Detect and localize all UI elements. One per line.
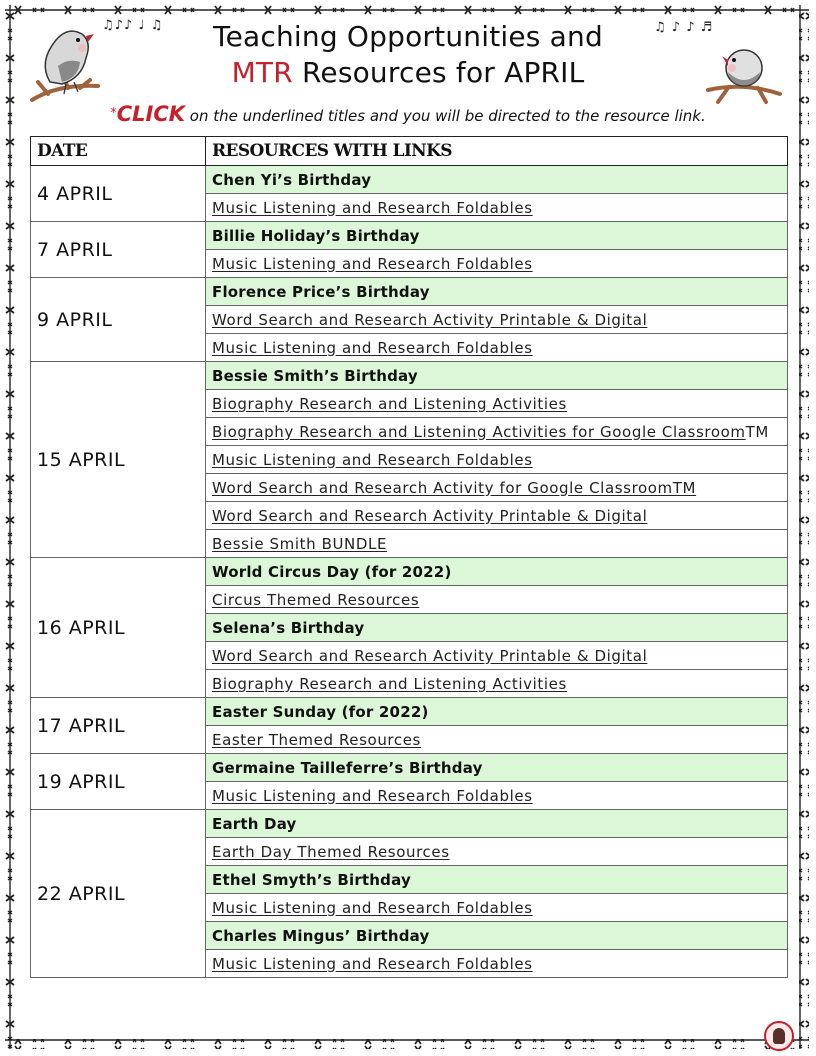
resource-link-cell[interactable] (206, 670, 788, 698)
table-row (31, 810, 788, 838)
resource-link[interactable]: Music Listening and Research Foldables (212, 338, 533, 357)
date-cell: 9 APRIL (31, 278, 206, 362)
resource-link-cell[interactable] (206, 642, 788, 670)
title-accent-mtr: MTR (231, 56, 293, 89)
resource-link[interactable]: Music Listening and Research Foldables (212, 954, 533, 973)
event-title: Chen Yi’s Birthday (206, 166, 788, 194)
asterisk: * (110, 106, 117, 121)
resource-link-cell[interactable] (206, 446, 788, 474)
event-title: Bessie Smith’s Birthday (206, 362, 788, 390)
resource-link[interactable]: Biography Research and Listening Activities (212, 394, 567, 413)
resource-link-cell[interactable] (206, 502, 788, 530)
resource-link-cell[interactable] (206, 950, 788, 978)
resource-link-cell[interactable] (206, 250, 788, 278)
resource-link[interactable]: Bessie Smith BUNDLE (212, 534, 388, 553)
resources-table (30, 136, 788, 978)
resource-link-cell[interactable] (206, 726, 788, 754)
table-header-row (31, 137, 788, 166)
music-notes-left: ♫♪♪ ♩ ♫ (102, 18, 164, 33)
title-line2-rest: Resources for APRIL (292, 56, 585, 89)
event-title: Earth Day (206, 810, 788, 838)
resource-link[interactable]: Music Listening and Research Foldables (212, 898, 533, 917)
table-row (31, 698, 788, 726)
table-row (31, 754, 788, 782)
instruction-text (0, 102, 816, 128)
event-title: Billie Holiday’s Birthday (206, 222, 788, 250)
resource-link-cell[interactable] (206, 306, 788, 334)
resource-link[interactable]: Music Listening and Research Foldables (212, 198, 533, 217)
table-row (31, 558, 788, 586)
instruction-rest: on the underlined titles and you will be directed to the resource link. (185, 107, 706, 125)
resource-link-cell[interactable] (206, 530, 788, 558)
portrait-icon (773, 1028, 785, 1044)
page-title-line2 (0, 56, 816, 90)
music-notes-right: ♫ ♪ ♪ ♬ (654, 20, 714, 35)
resource-link-cell[interactable] (206, 390, 788, 418)
table-row (31, 362, 788, 390)
resource-link[interactable]: Word Search and Research Activity Printable & Digital (212, 506, 648, 525)
click-emphasis: CLICK (116, 102, 186, 126)
table-row (31, 222, 788, 250)
event-title: Ethel Smyth’s Birthday (206, 866, 788, 894)
date-cell: 16 APRIL (31, 558, 206, 698)
resource-link[interactable]: Music Listening and Research Foldables (212, 450, 533, 469)
table-row (31, 278, 788, 306)
event-title: Charles Mingus’ Birthday (206, 922, 788, 950)
resource-link[interactable]: Music Listening and Research Foldables (212, 786, 533, 805)
event-title: World Circus Day (for 2022) (206, 558, 788, 586)
header-resources: RESOURCES WITH LINKS (206, 137, 788, 166)
resource-link[interactable]: Earth Day Themed Resources (212, 842, 450, 861)
date-cell: 7 APRIL (31, 222, 206, 278)
header-date: DATE (31, 137, 206, 166)
resource-link[interactable]: Music Listening and Research Foldables (212, 254, 533, 273)
date-cell: 15 APRIL (31, 362, 206, 558)
event-title: Easter Sunday (for 2022) (206, 698, 788, 726)
resource-link[interactable]: Word Search and Research Activity for Google ClassroomTM (212, 478, 697, 497)
page-title-line1: Teaching Opportunities and (213, 20, 603, 53)
resource-link-cell[interactable] (206, 586, 788, 614)
brand-logo-badge (764, 1021, 794, 1051)
resource-link[interactable]: Word Search and Research Activity Printable & Digital (212, 646, 648, 665)
resource-link-cell[interactable] (206, 838, 788, 866)
event-title: Germaine Tailleferre’s Birthday (206, 754, 788, 782)
resource-link[interactable]: Easter Themed Resources (212, 730, 421, 749)
resource-link-cell[interactable] (206, 334, 788, 362)
event-title: Selena’s Birthday (206, 614, 788, 642)
resource-link-cell[interactable] (206, 418, 788, 446)
table-row (31, 166, 788, 194)
resource-link-cell[interactable] (206, 474, 788, 502)
resource-link-cell[interactable] (206, 194, 788, 222)
date-cell: 4 APRIL (31, 166, 206, 222)
date-cell: 22 APRIL (31, 810, 206, 978)
resource-link[interactable]: Biography Research and Listening Activities for Google Classroom (212, 422, 746, 441)
resource-link-cell[interactable] (206, 782, 788, 810)
resource-link[interactable]: Word Search and Research Activity Printable & Digital (212, 310, 648, 329)
date-cell: 17 APRIL (31, 698, 206, 754)
date-cell: 19 APRIL (31, 754, 206, 810)
resource-link[interactable]: Circus Themed Resources (212, 590, 420, 609)
resource-link-cell[interactable] (206, 894, 788, 922)
event-title: Florence Price’s Birthday (206, 278, 788, 306)
trademark-suffix: TM (745, 422, 769, 441)
resource-link[interactable]: Biography Research and Listening Activities (212, 674, 567, 693)
